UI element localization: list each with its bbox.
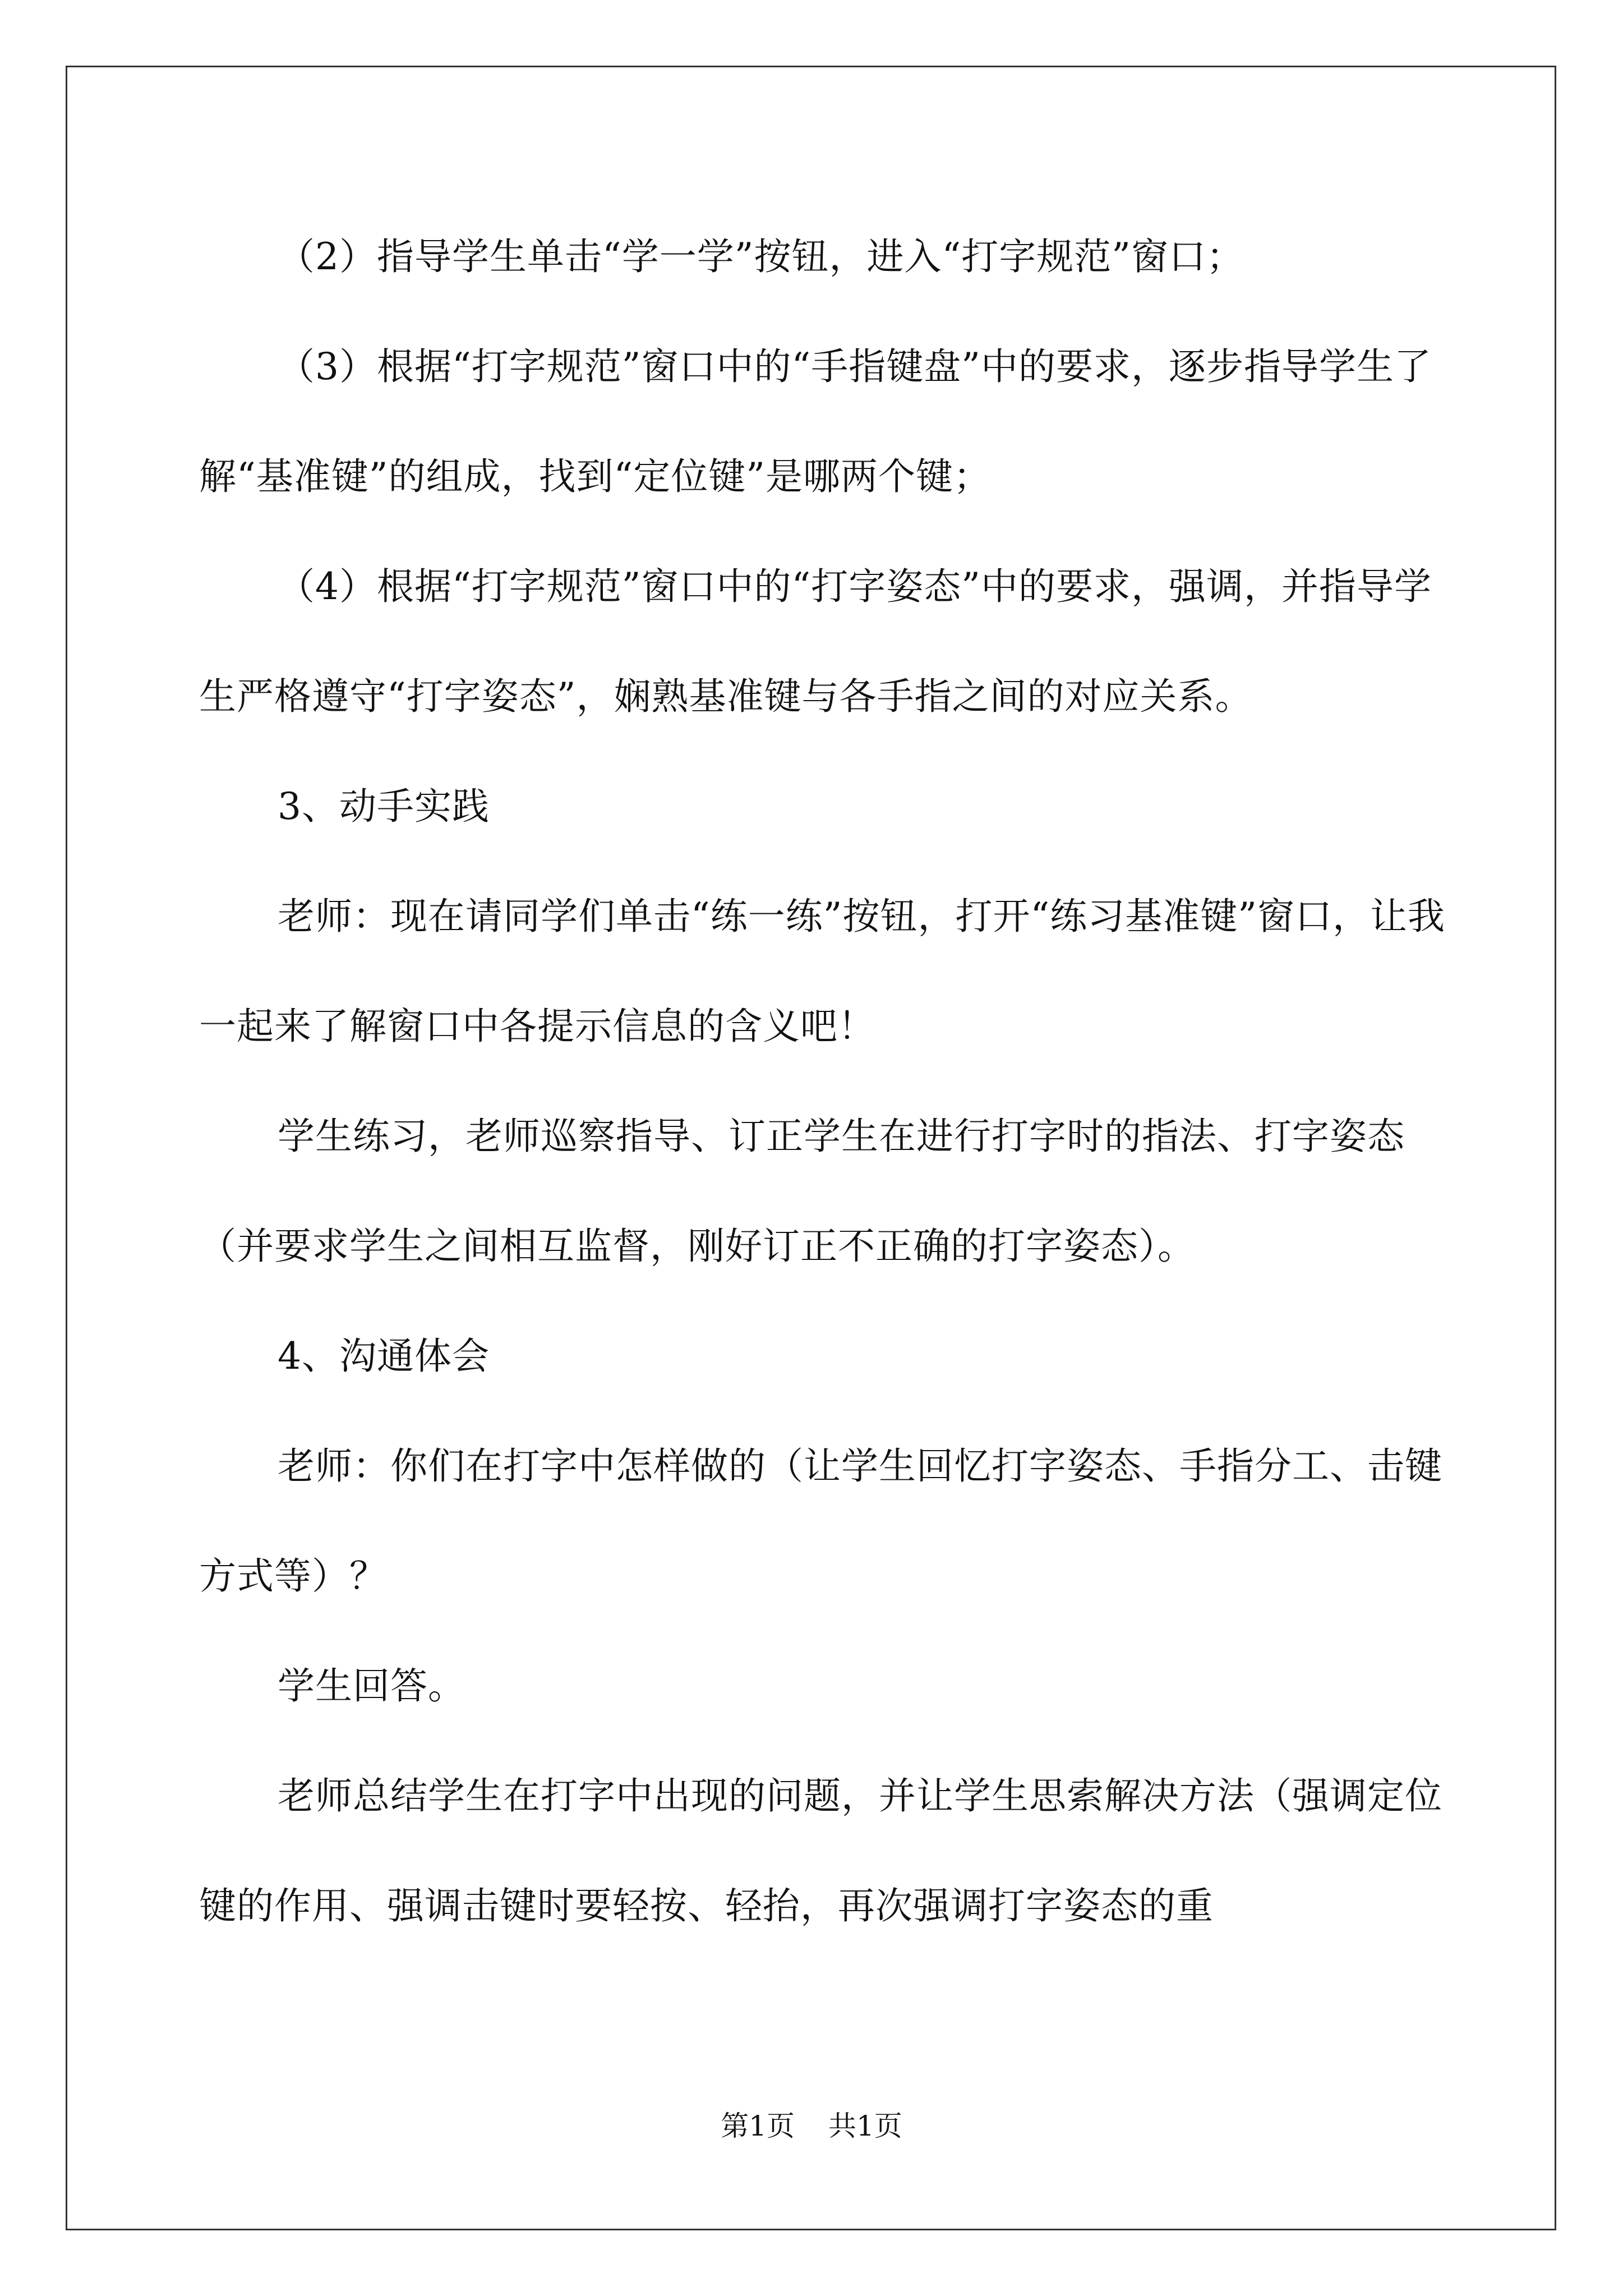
paragraph: 老师总结学生在打字中出现的问题，并让学生思索解决方法（强调定位键的作用、强调击键时要轻按、轻抬，再次强调打字姿态的重 bbox=[199, 1774, 1442, 1927]
paragraph: 学生练习，老师巡察指导、订正学生在进行打字时的指法、打字姿态（并要求学生之间相互监督，刚好订正不正确的打字姿态）。 bbox=[199, 1115, 1405, 1268]
page-number: 第1页 bbox=[721, 2110, 795, 2142]
paragraph: （2）指导学生单击“学一学”按钮，进入“打字规范”窗口； bbox=[278, 235, 1244, 278]
page-footer bbox=[0, 2104, 1623, 2144]
paragraph: 老师：现在请同学们单击“练一练”按钮，打开“练习基准键”窗口，让我一起来了解窗口中各提示信息的含义吧！ bbox=[199, 895, 1445, 1048]
paragraph: 学生回答。 bbox=[278, 1664, 465, 1708]
paragraph: （3）根据“打字规范”窗口中的“手指键盘”中的要求，逐步指导学生了解“基准键”的组成，找到“定位键”是哪两个键； bbox=[199, 345, 1432, 498]
document-body bbox=[199, 202, 1455, 1961]
section-heading: 3、动手实践 bbox=[278, 785, 490, 828]
page-total: 共1页 bbox=[828, 2110, 902, 2142]
paragraph: （4）根据“打字规范”窗口中的“打字姿态”中的要求，强调，并指导学生严格遵守“打字姿态”，娴熟基准键与各手指之间的对应关系。 bbox=[199, 565, 1432, 718]
paragraph: 老师：你们在打字中怎样做的（让学生回忆打字姿态、手指分工、击键方式等）？ bbox=[199, 1444, 1442, 1598]
section-heading: 4、沟通体会 bbox=[278, 1335, 490, 1378]
